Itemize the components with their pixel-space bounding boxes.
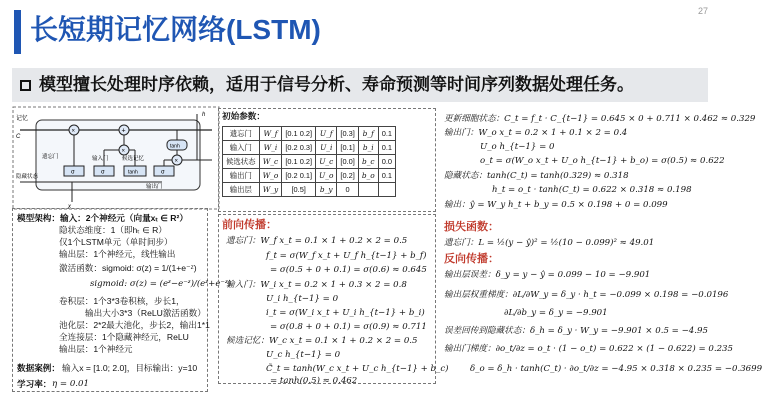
forward-line: U_c h_{t−1} = 0 [266,350,341,360]
svg-text:σ: σ [101,169,105,176]
architecture-line: 仅1个LSTM单元（单时间步） [59,237,173,247]
subtitle-banner [12,68,708,102]
backprop-line: 输出门梯度：∂o_t/∂z = o_t · (1 − o_t) = 0.622 × (1 − 0.622) = 0.235 [444,344,733,354]
memory-label: 记忆 [16,116,29,122]
input-symbol: x [68,204,71,210]
right-line: 输出门：W_o x_t = 0.2 × 1 + 0.1 × 2 = 0.4 [444,128,628,138]
backprop-line: ∂L/∂b_y = δ_y = −9.901 [504,308,608,318]
cell-symbol: C [16,134,21,140]
right-line: h_t = o_t · tanh(C_t) = 0.622 × 0.318 ≈ 0.198 [492,185,692,195]
forward-line: = σ(0.5 + 0 + 0.1) = σ(0.6) ≈ 0.645 [270,265,427,275]
architecture-line: 隐状态维度：1（即hₜ ∈ R） [59,225,167,235]
architecture-line: 输出大小3*3（ReLU激活函数） [85,308,206,318]
forward-line: 候选记忆：W_c x_t = 0.1 × 1 + 0.2 × 2 = 0.5 [226,336,418,346]
learning-rate-value: η = 0.01 [52,379,89,389]
forward-title: 前向传播： [222,219,277,231]
forward-line: = σ(0.8 + 0 + 0.1) = σ(0.9) ≈ 0.711 [270,322,427,332]
svg-text:σ: σ [161,169,165,176]
backprop-line: 输出层误差：δ_y = y − ŷ = 0.099 − 10 = −9.901 [444,270,651,280]
page-number: 27 [697,6,708,16]
architecture-line: 卷积层：1个3*3卷积核，步长1， [59,296,185,306]
right-line: U_o h_{t−1} = 0 [480,142,555,152]
forward-line: U_i h_{t−1} = 0 [266,294,339,304]
forget-gate-label: 遗忘门 [42,154,59,160]
forward-line: = tanh(0.5) ≈ 0.462 [270,376,358,386]
forward-line: i_t = σ(W_i x_t + U_i h_{t−1} + b_i) [266,308,425,318]
params-title: 初始参数： [222,111,265,121]
input-gate-label: 输入门 [92,156,109,162]
backprop-line: 输出层权重梯度：∂L/∂W_y = δ_y · h_t = −0.099 × 0.198 = −0.0196 [444,290,729,300]
forward-line: f_t = σ(W_f x_t + U_f h_{t−1} + b_f) [266,251,427,261]
data-case-label: 数据案例： [17,363,60,373]
right-line: 更新细胞状态：C_t = f_t · C_{t−1} = 0.645 × 0 + 0.711 × 0.462 ≈ 0.329 [444,114,756,124]
svg-text:+: + [121,127,126,135]
architecture-line: 输出层：1个神经元，线性输出 [59,249,176,259]
svg-text:tanh: tanh [128,169,138,176]
right-line: 输出：ŷ = W_y h_t + b_y = 0.5 × 0.198 + 0 = 0.099 [444,200,668,210]
architecture-line: sigmoid: σ(z) = (eᶻ−e⁻ᶻ)/(eᶻ+e⁻ᶻ) [90,279,232,289]
title-accent-bar [14,10,21,54]
forward-line: C̃_t = tanh(W_c x_t + U_c h_{t−1} + b_c) [266,364,449,374]
learning-rate-label: 学习率： [17,379,52,389]
svg-text:tanh: tanh [170,143,180,150]
svg-text:×: × [71,128,76,135]
architecture-line: 全连接层：1个隐藏神经元，ReLU [59,332,189,342]
lstm-cell-diagram [12,106,220,210]
data-case-text: 输入x = [1.0; 2.0]，目标输出：y=10 [62,363,198,373]
svg-text:σ: σ [71,169,75,176]
output-gate-label: 输出门 [146,184,163,190]
forward-line: 遗忘门：W_f x_t = 0.1 × 1 + 0.2 × 2 = 0.5 [226,236,408,246]
right-line: 隐藏状态：tanh(C_t) = tanh(0.329) ≈ 0.318 [444,171,629,181]
table-row: 输出门 W_o [0.2 0.1] U_o [0.2] b_o 0.1 [223,169,396,183]
loss-line: 遗忘门：L = ½(y − ŷ)² = ½(10 − 0.099)² ≈ 49.01 [444,238,655,248]
backprop-line: 误差回传到隐藏状态：δ_h = δ_y · W_y = −9.901 × 0.5 = −4.95 [444,326,708,336]
candidate-label: 候选记忆 [122,156,145,162]
hidden-state-label: 隐藏状态 [16,174,39,180]
params-table [222,126,396,197]
backprop-line: δ_o = δ_h · tanh(C_t) · ∂o_t/∂z = −4.95 × 0.318 × 0.235 = −0.3699 [470,364,762,374]
table-row: 输出层 W_y [0.5] b_y 0 [223,183,396,197]
square-bullet-icon [20,80,31,91]
forward-line: 输入门：W_i x_t = 0.2 × 1 + 0.3 × 2 = 0.8 [226,280,407,290]
backprop-title: 反向传播： [444,253,499,265]
table-row: 遗忘门 W_f [0.1 0.2] U_f [0.3] b_f 0.1 [223,127,396,141]
hidden-out-symbol: h [202,112,206,118]
architecture-line: 激活函数：sigmoid: σ(z) = 1/(1+e⁻ᶻ) [59,263,197,273]
svg-text:×: × [121,148,126,155]
right-line: o_t = σ(W_o x_t + U_o h_{t−1} + b_o) = σ(0.5) ≈ 0.622 [480,156,725,166]
page-title: 长短期记忆网络(LSTM) [30,14,321,45]
loss-title: 损失函数： [444,221,499,233]
architecture-line: 池化层：2*2最大池化，步长2，输出1*1 [59,320,210,330]
architecture-line: 输出层：1个神经元 [59,344,133,354]
svg-text:×: × [174,158,179,165]
architecture-line: 模型架构：输入：2个神经元（向量xₜ ∈ R²） [17,213,188,223]
subtitle-text: 模型擅长处理时序依赖，适用于信号分析、寿命预测等时间序列数据处理任务。 [39,75,634,94]
table-row: 输入门 W_i [0.2 0.3] U_i [0.1] b_i 0.1 [223,141,396,155]
table-row: 候选状态 W_c [0.1 0.2] U_c [0.0] b_c 0.0 [223,155,396,169]
